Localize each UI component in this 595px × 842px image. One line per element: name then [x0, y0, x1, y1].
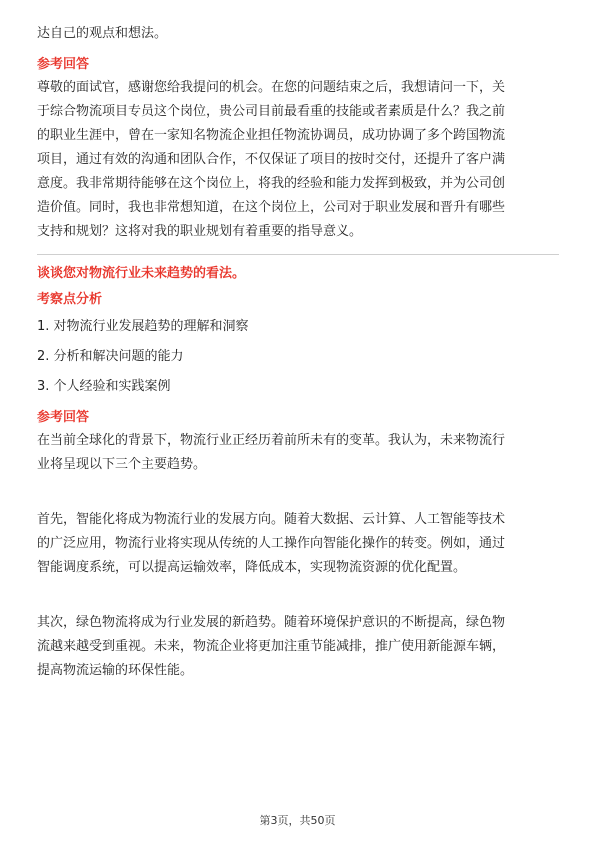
answer2-paragraph — [37, 611, 559, 683]
answer1-line: 尊敬的面试官，感谢您给我提问的机会。在您的问题结束之后，我想请问一下，关 — [37, 80, 506, 95]
answer2-paragraph — [37, 429, 559, 477]
question-title: 谈谈您对物流行业未来趋势的看法。 — [37, 266, 246, 281]
answer1-line: 项目，通过有效的沟通和团队合作，不仅保证了项目的按时交付，还提升了客户满 — [37, 152, 506, 167]
analysis-point: 2. 分析和解决问题的能力 — [37, 349, 184, 364]
answer2-label: 参考回答 — [37, 410, 90, 425]
answer2-line: 首先，智能化将成为物流行业的发展方向。随着大数据、云计算、人工智能等技术 — [37, 512, 506, 527]
section-divider — [37, 254, 559, 255]
answer2-line: 业将呈现以下三个主要趋势。 — [37, 457, 207, 472]
answer1-label: 参考回答 — [37, 57, 90, 72]
page-number: 第3页，共50页 — [259, 814, 336, 827]
analysis-points — [37, 315, 559, 399]
answer2-line: 其次，绿色物流将成为行业发展的新趋势。随着环境保护意识的不断提高，绿色物 — [37, 615, 506, 630]
answer2-line: 的广泛应用，物流行业将实现从传统的人工操作向智能化操作的转变。例如，通过 — [37, 536, 506, 551]
answer2-line: 在当前全球化的背景下，物流行业正经历着前所未有的变革。我认为，未来物流行 — [37, 433, 506, 448]
answer1-line: 意度。我非常期待能够在这个岗位上，将我的经验和能力发挥到极致，并为公司创 — [37, 176, 506, 191]
answer2-line: 智能调度系统，可以提高运输效率，降低成本，实现物流资源的优化配置。 — [37, 560, 467, 575]
answer2-line: 提高物流运输的环保性能。 — [37, 663, 194, 678]
analysis-label: 考察点分析 — [37, 292, 103, 307]
answer1-line: 造价值。同时，我也非常想知道，在这个岗位上，公司对于职业发展和晋升有哪些 — [37, 200, 506, 215]
document-page — [37, 22, 559, 683]
answer1-line: 的职业生涯中，曾在一家知名物流企业担任物流协调员，成功协调了多个跨国物流 — [37, 128, 506, 143]
analysis-point: 1. 对物流行业发展趋势的理解和洞察 — [37, 319, 249, 334]
answer1-line: 支持和规划？这将对我的职业规划有着重要的指导意义。 — [37, 224, 363, 239]
answer2-paragraph — [37, 508, 559, 580]
answer1-body — [37, 76, 559, 244]
answer2-line: 流越来越受到重视。未来，物流企业将更加注重节能减排，推广使用新能源车辆， — [37, 639, 506, 654]
answer1-line: 于综合物流项目专员这个岗位，贵公司目前最看重的技能或者素质是什么？我之前 — [37, 104, 506, 119]
intro-tail-text: 达自己的观点和想法。 — [37, 26, 168, 41]
analysis-point: 3. 个人经验和实践案例 — [37, 379, 171, 394]
